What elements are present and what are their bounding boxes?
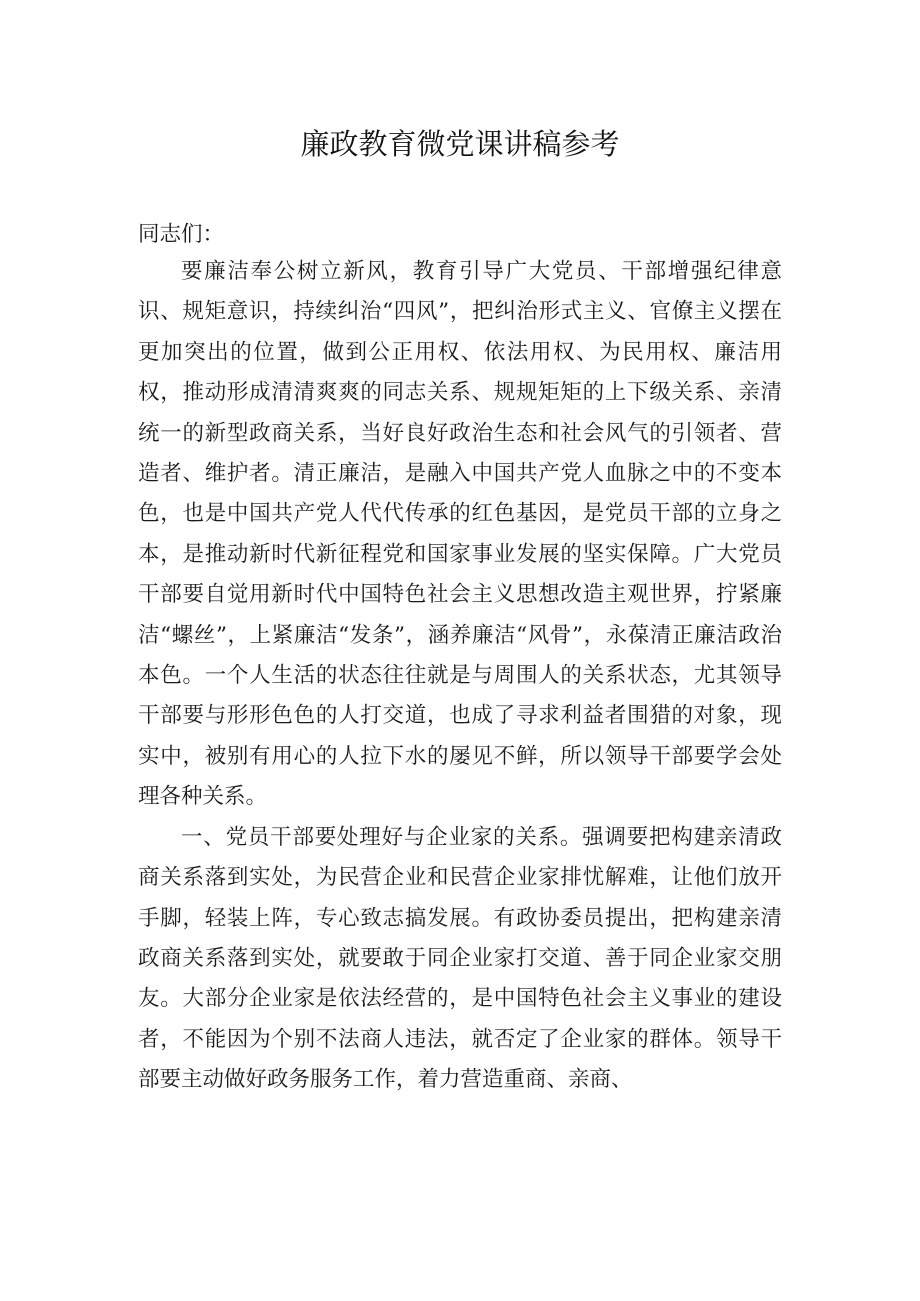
- document-body: [138, 252, 782, 1101]
- paragraph-section-one: 一、党员干部要处理好与企业家的关系。强调要把构建亲清政商关系落到实处，为民营企业和民营企业家排忧解难，让他们放开手脚，轻装上阵，专心致志搞发展。有政协委员提出，把构建亲清政商关系落到实处，就要敢于同企业家打交道、善于同企业家交朋友。大部分企业家是依法经营的，是中国特色社会主义事业的建设者，不能因为个别不法商人违法，就否定了企业家的群体。领导干部要主动做好政务服务工作，着力营造重商、亲商、: [138, 824, 782, 1093]
- paragraph-intro: 要廉洁奉公树立新风，教育引导广大党员、干部增强纪律意识、规矩意识，持续纠治“四风”，把纠治形式主义、官僚主义摆在更加突出的位置，做到公正用权、依法用权、为民用权、廉洁用权，推动形成清清爽爽的同志关系、规规矩矩的上下级关系、亲清统一的新型政商关系，当好良好政治生态和社会风气的引领者、营造者、维护者。清正廉洁，是融入中国共产党人血脉之中的不变本色，也是中国共产党人代代传承的红色基因，是党员干部的立身之本，是推动新时代新征程党和国家事业发展的坚实保障。广大党员干部要自觉用新时代中国特色社会主义思想改造主观世界，拧紧廉洁“螺丝”，上紧廉洁“发条”，涵养廉洁“风骨”，永葆清正廉洁政治本色。一个人生活的状态往往就是与周围人的关系状态，尤其领导干部要与形形色色的人打交道，也成了寻求利益者围猎的对象，现实中，被别有用心的人拉下水的屡见不鲜，所以领导干部要学会处理各种关系。: [138, 259, 782, 810]
- document-title: 廉政教育微党课讲稿参考: [300, 127, 620, 161]
- salutation: 同志们：: [138, 222, 225, 247]
